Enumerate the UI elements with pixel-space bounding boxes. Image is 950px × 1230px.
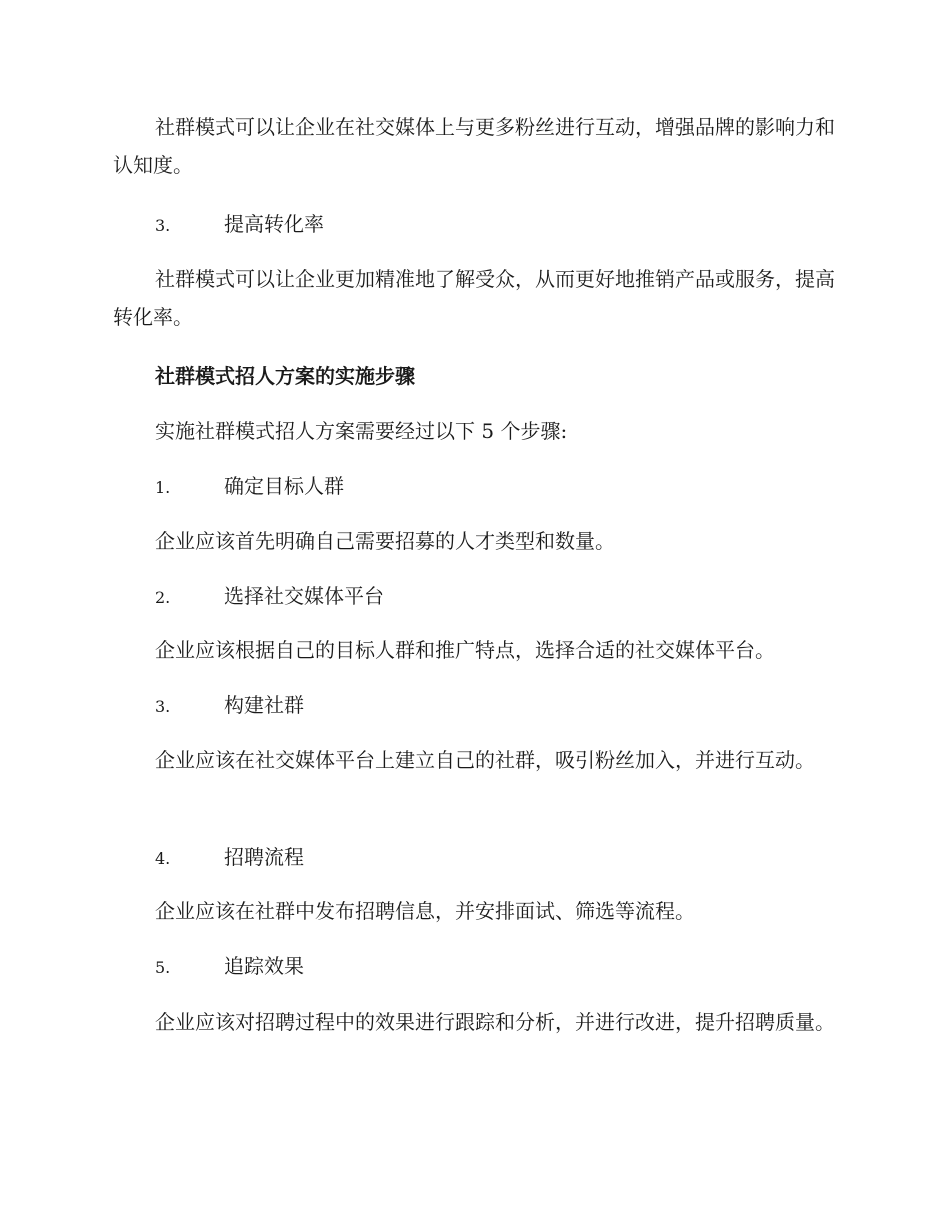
- step-item-2: [155, 577, 877, 617]
- step-description-3: 企业应该在社交媒体平台上建立自己的社群，吸引粉丝加入，并进行互动。: [155, 748, 815, 772]
- step-number: 2.: [155, 588, 171, 607]
- step-item-1: [155, 467, 877, 507]
- step-title: 招聘流程: [224, 845, 304, 869]
- step-item-4: [155, 838, 877, 878]
- step-number: 3.: [155, 697, 171, 716]
- step-description-5: 企业应该对招聘过程中的效果进行跟踪和分析，并进行改进，提升招聘质量。: [155, 1010, 835, 1034]
- list-number: 3.: [155, 216, 171, 235]
- paragraph-intro: 实施社群模式招人方案需要经过以下 5 个步骤:: [155, 419, 568, 443]
- step-title: 构建社群: [224, 693, 304, 717]
- paragraph-conversion: 社群模式可以让企业更加精准地了解受众，从而更好地推销产品或服务，提高转化率。: [113, 267, 835, 329]
- step-title: 追踪效果: [224, 954, 304, 978]
- section-heading: 社群模式招人方案的实施步骤: [155, 364, 415, 388]
- step-title: 选择社交媒体平台: [224, 584, 384, 608]
- step-item-5: [155, 947, 877, 987]
- step-number: 1.: [155, 478, 171, 497]
- step-number: 4.: [155, 849, 171, 868]
- step-title: 确定目标人群: [224, 474, 344, 498]
- step-description-1: 企业应该首先明确自己需要招募的人才类型和数量。: [155, 529, 615, 553]
- list-title: 提高转化率: [224, 212, 324, 236]
- step-number: 5.: [155, 958, 171, 977]
- step-description-2: 企业应该根据自己的目标人群和推广特点，选择合适的社交媒体平台。: [155, 638, 775, 662]
- step-description-4: 企业应该在社群中发布招聘信息，并安排面试、筛选等流程。: [155, 899, 695, 923]
- step-item-3: [155, 686, 877, 726]
- list-item-conversion: [155, 205, 877, 245]
- paragraph-brand-influence: 社群模式可以让企业在社交媒体上与更多粉丝进行互动，增强品牌的影响力和认知度。: [113, 115, 835, 177]
